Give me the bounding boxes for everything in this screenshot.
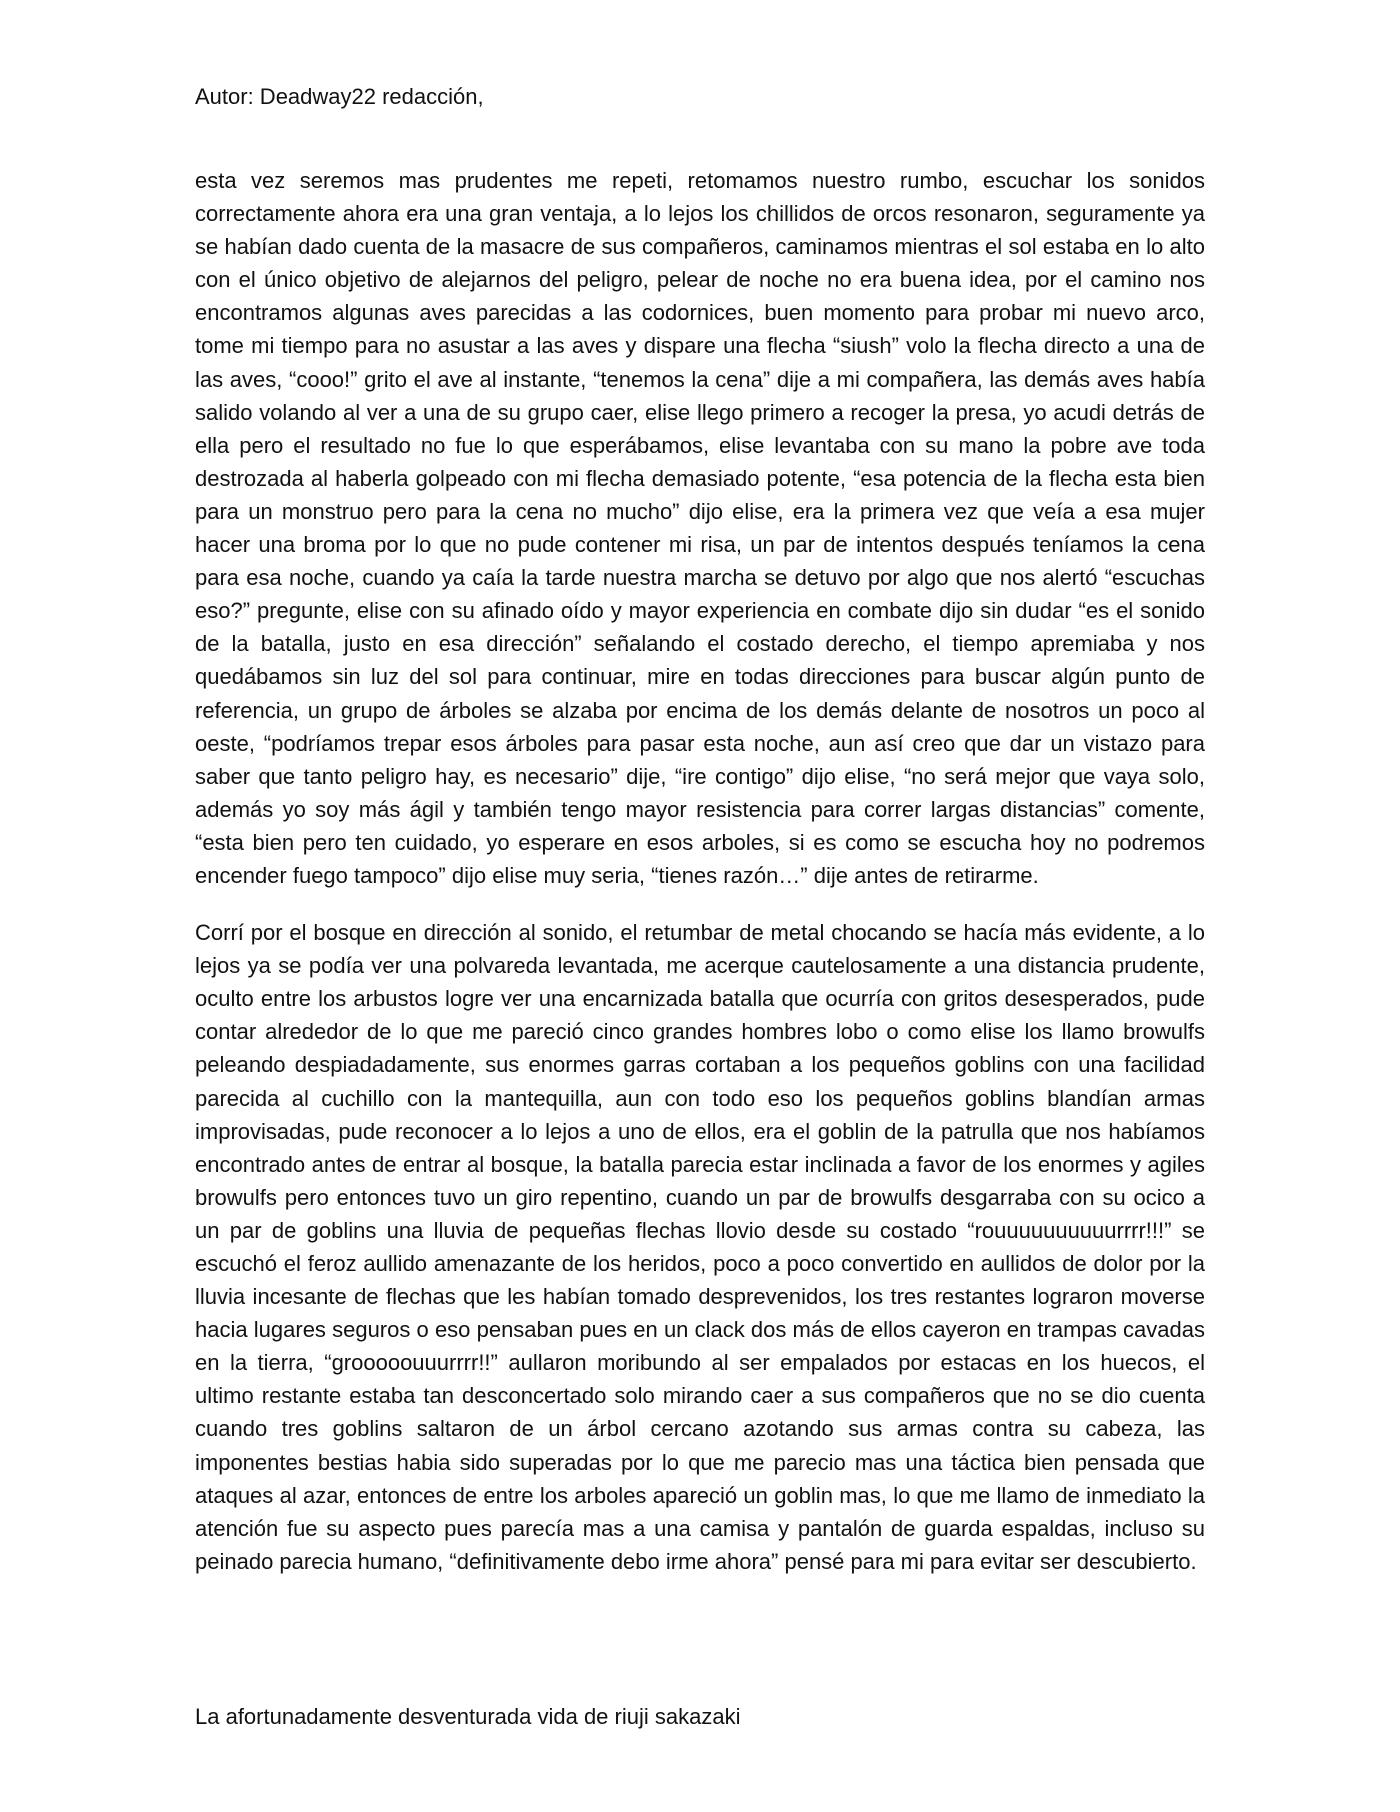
author-line: Autor: Deadway22 redacción, xyxy=(195,84,484,109)
footer-title: La afortunadamente desventurada vida de riuji sakazaki xyxy=(195,1704,741,1729)
paragraph-2: Corrí por el bosque en dirección al sonido, el retumbar de metal chocando se hacía más evidente, a lo lejos ya se podía ver una polvareda levantada, me acerque cautelosamente a una distancia prudente, oculto entre los arbustos logre ver una encarnizada batalla que ocurría con gritos desesperados, pude contar alrededor de lo que me pareció cinco grandes hombres lobo o como elise los llamo browulfs peleando despiadadamente, sus enormes garras cortaban a los pequeños goblins con una facilidad parecida al cuchillo con la mantequilla, aun con todo eso los pequeños goblins blandían armas improvisadas, pude reconocer a lo lejos a uno de ellos, era el goblin de la patrulla que nos habíamos encontrado antes de entrar al bosque, la batalla parecia estar inclinada a favor de los enormes y agiles browulfs pero entonces tuvo un giro repentino, cuando un par de browulfs desgarraba con su ocico a un par de goblins una lluvia de pequeñas flechas llovio desde su costado “rouuuuuuuuuurrrr!!!” se escuchó el feroz aullido amenazante de los heridos, poco a poco convertido en aullidos de dolor por la lluvia incesante de flechas que les habían tomado desprevenidos, los tres restantes lograron moverse hacia lugares seguros o eso pensaban pues en un clack dos más de ellos cayeron en trampas cavadas en la tierra, “grooooouuurrrr!!” aullaron moribundo al ser empalados por estacas en los huecos, el ultimo restante estaba tan desconcertado solo mirando caer a sus compañeros que no se dio cuenta cuando tres goblins saltaron de un árbol cercano azotando sus armas contra su cabeza, las imponentes bestias habia sido superadas por lo que me parecio mas una táctica bien pensada que ataques al azar, entonces de entre los arboles apareció un goblin mas, lo que me llamo de inmediato la atención fue su aspecto pues parecía mas a una camisa y pantalón de guarda espaldas, incluso su peinado parecia humano, “definitivamente debo irme ahora” pensé para mi para evitar ser descubierto. xyxy=(195,920,1205,1574)
document-body xyxy=(195,164,1205,1602)
paragraph-1: esta vez seremos mas prudentes me repeti, retomamos nuestro rumbo, escuchar los sonidos correctamente ahora era una gran ventaja, a lo lejos los chillidos de orcos resonaron, seguramente ya se habían dado cuenta de la masacre de sus compañeros, caminamos mientras el sol estaba en lo alto con el único objetivo de alejarnos del peligro, pelear de noche no era buena idea, por el camino nos encontramos algunas aves parecidas a las codornices, buen momento para probar mi nuevo arco, tome mi tiempo para no asustar a las aves y dispare una flecha “siush” volo la flecha directo a una de las aves, “cooo!” grito el ave al instante, “tenemos la cena” dije a mi compañera, las demás aves había salido volando al ver a una de su grupo caer, elise llego primero a recoger la presa, yo acudi detrás de ella pero el resultado no fue lo que esperábamos, elise levantaba con su mano la pobre ave toda destrozada al haberla golpeado con mi flecha demasiado potente, “esa potencia de la flecha esta bien para un monstruo pero para la cena no mucho” dijo elise, era la primera vez que veía a esa mujer hacer una broma por lo que no pude contener mi risa, un par de intentos después teníamos la cena para esa noche, cuando ya caía la tarde nuestra marcha se detuvo por algo que nos alertó “escuchas eso?” pregunte, elise con su afinado oído y mayor experiencia en combate dijo sin dudar “es el sonido de la batalla, justo en esa dirección” señalando el costado derecho, el tiempo apremiaba y nos quedábamos sin luz del sol para continuar, mire en todas direcciones para buscar algún punto de referencia, un grupo de árboles se alzaba por encima de los demás delante de nosotros un poco al oeste, “podríamos trepar esos árboles para pasar esta noche, aun así creo que dar un vistazo para saber que tanto peligro hay, es necesario” dije, “ire contigo” dijo elise, “no será mejor que vaya solo, además yo soy más ágil y también tengo mayor resistencia para correr largas distancias” comente, “esta bien pero ten cuidado, yo esperare en esos arboles, si es como se escucha hoy no podremos encender fuego tampoco” dijo elise muy seria, “tienes razón…” dije antes de retirarme. xyxy=(195,168,1205,888)
